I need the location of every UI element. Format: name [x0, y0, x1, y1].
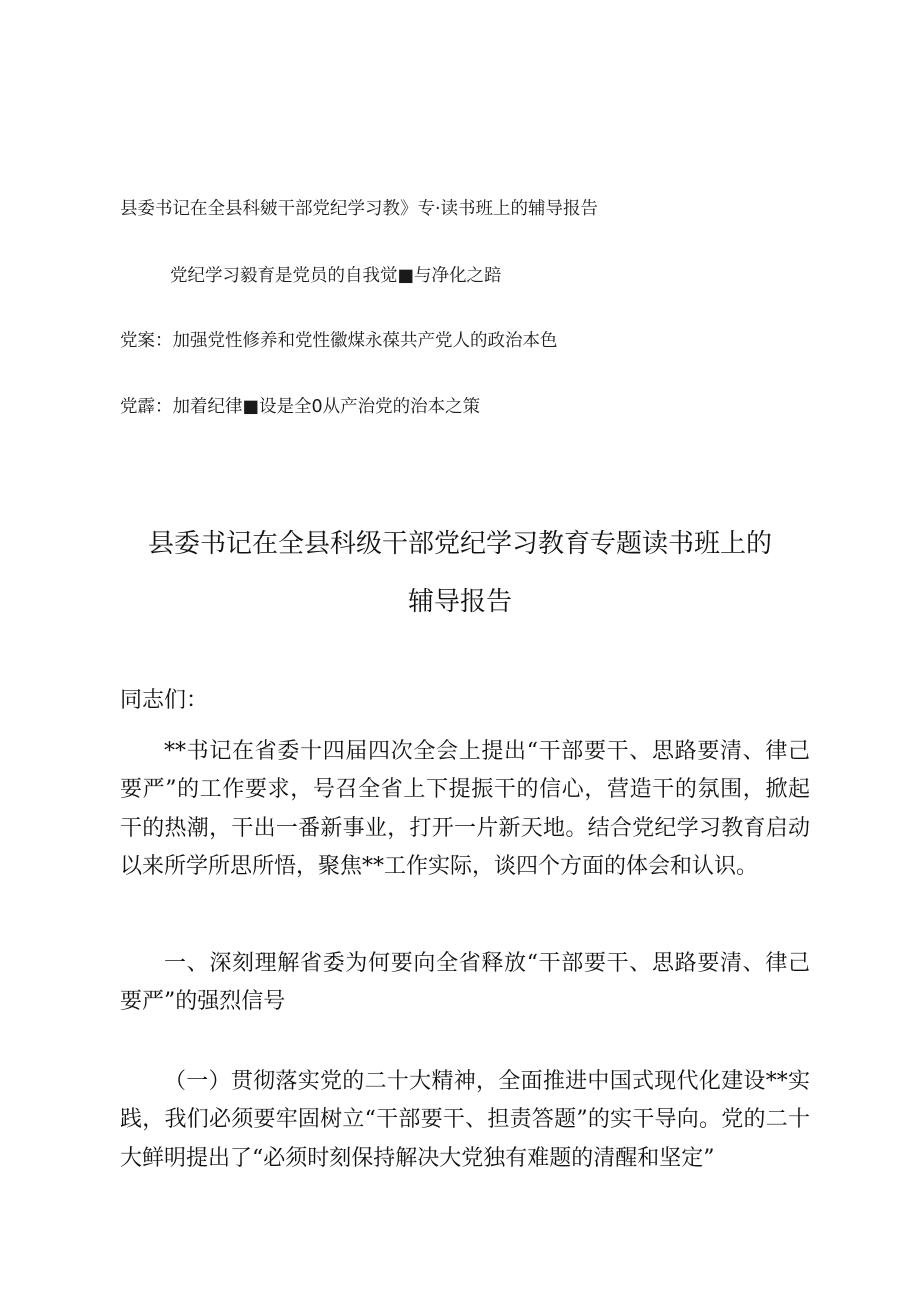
- toc-entry-2: 党纪学习毅育是党员的自我觉■与净化之踣: [170, 266, 502, 286]
- section-heading-1: 一、深刻理解省委为何要向全省释放“干部要干、思路要清、律己要严”的强烈信号: [120, 951, 810, 1015]
- toc-entry-4: 党霹：加着纪律■设是全0从产治党的治本之策: [120, 397, 481, 417]
- paragraph-section-1-1: （一）贯彻落实党的二十大精神，全面推进中国式现代化建设**实践，我们必须要牢固树立“干部要干、担责答题”的实干导向。党的二十大鲜明提出了“必须时刻保持解决大党独有难题的清醒和坚定”: [120, 1069, 810, 1171]
- document-title-line-2: 辅导报告: [407, 587, 512, 617]
- document-title-line-1: 县委书记在全县科级干部党纪学习教育专题读书班上的: [147, 529, 772, 559]
- toc-entry-3: 党案：加强党性修养和党性徽煤永葆共产党人的政治本色: [120, 331, 558, 351]
- toc-entry-1: 县委书记在全县科皴干部党纪学习教》专·读书班上的辅导报告: [120, 199, 599, 219]
- paragraph-intro: **书记在省委十四届四次全会上提出“干部要干、思路要清、律己要严”的工作要求，号召全省上下提振干的信心，营造干的氛围，掀起干的热潮，干出一番新事业，打开一片新天地。结合党纪学习教育启动以来所学所思所悟，聚焦**工作实际，谈四个方面的体会和认识。: [120, 739, 810, 879]
- salutation: 同志们：: [120, 688, 209, 713]
